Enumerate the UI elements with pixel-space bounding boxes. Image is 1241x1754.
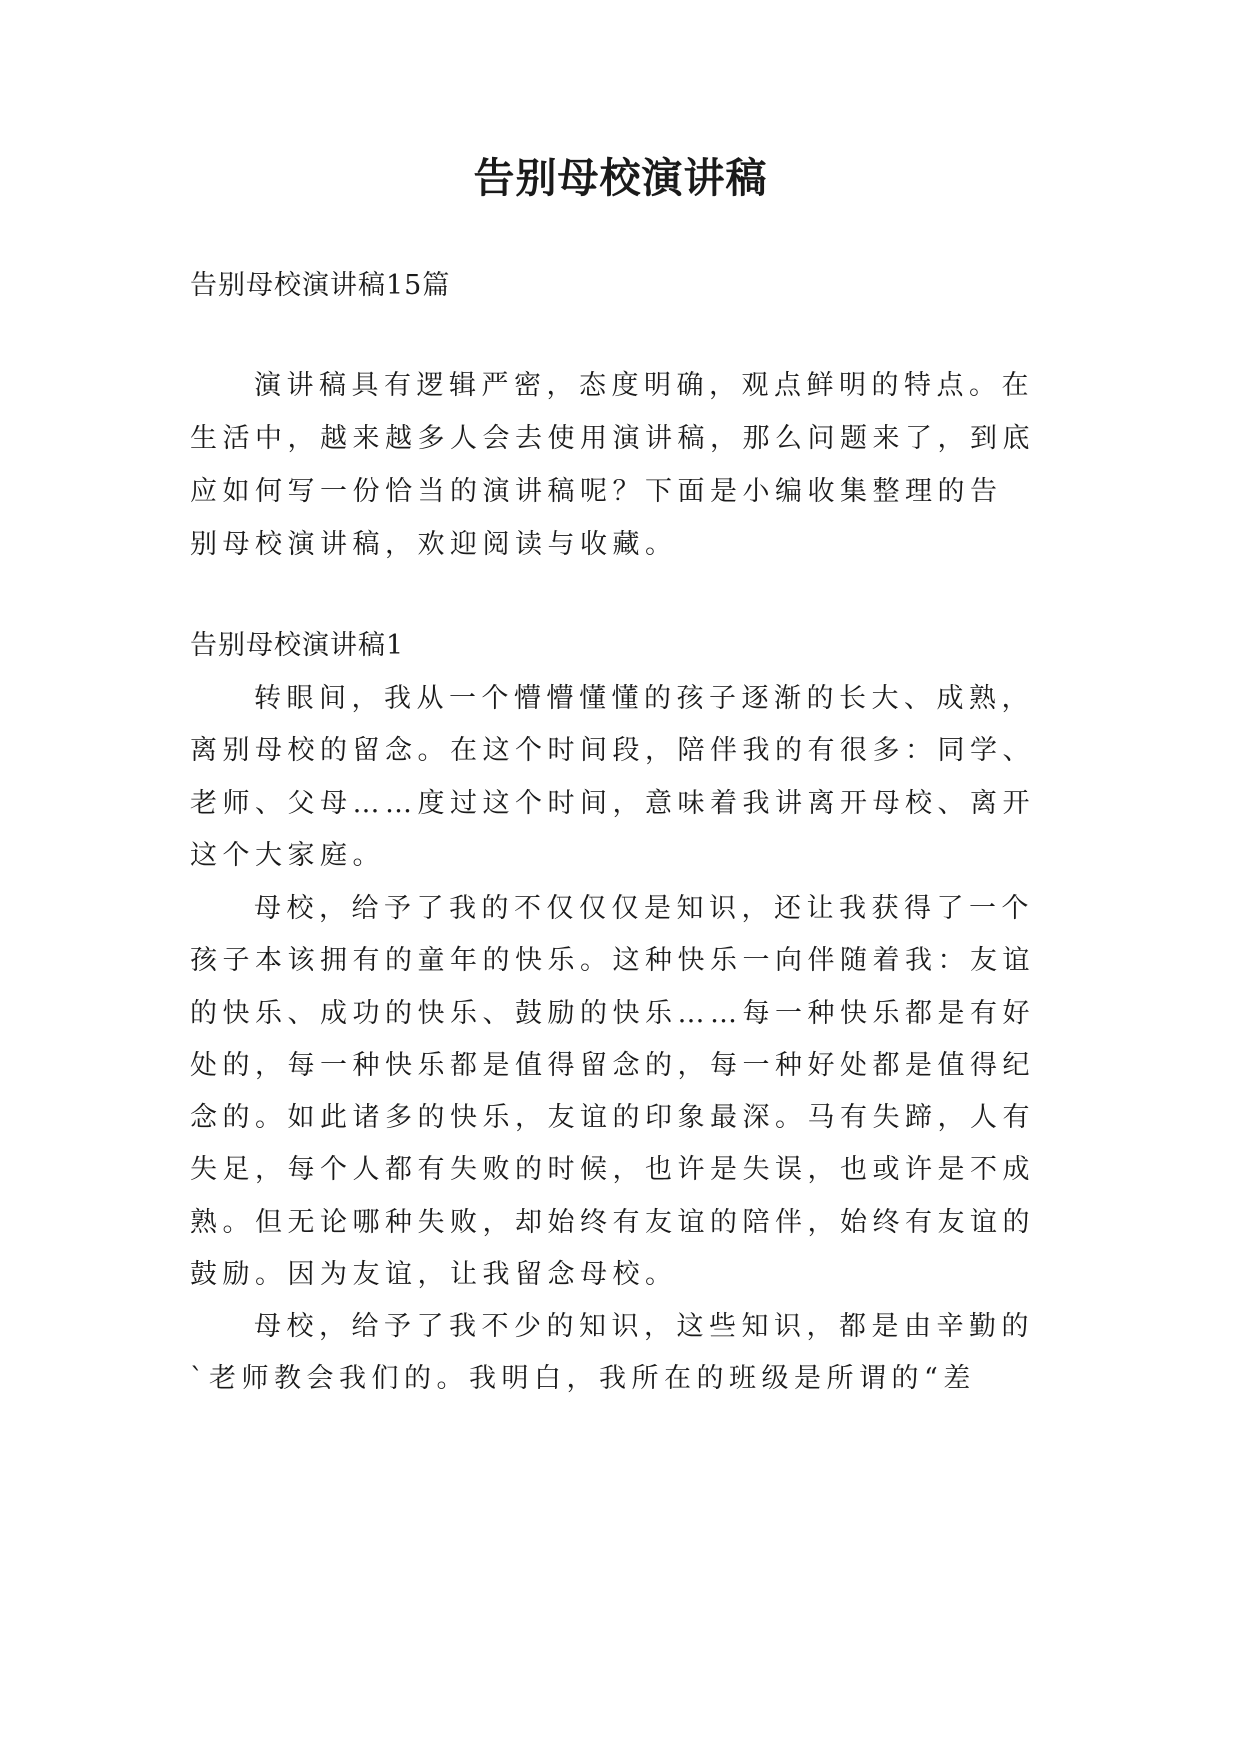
intro-line: 应如何写一份恰当的演讲稿呢？下面是小编收集整理的告 bbox=[190, 476, 1003, 507]
intro-line: 演讲稿具有逻辑严密，态度明确，观点鲜明的特点。在 bbox=[254, 370, 1034, 401]
paragraph-line: 鼓励。因为友谊，让我留念母校。 bbox=[190, 1259, 678, 1290]
document-subtitle: 告别母校演讲稿15篇 bbox=[190, 270, 451, 301]
paragraph-line: 处的，每一种快乐都是值得留念的，每一种好处都是值得纪 bbox=[190, 1050, 1035, 1081]
intro-line: 生活中，越来越多人会去使用演讲稿，那么问题来了，到底 bbox=[190, 423, 1035, 454]
paragraph-line: 熟。但无论哪种失败，却始终有友谊的陪伴，始终有友谊的 bbox=[190, 1207, 1035, 1238]
document-title: 告别母校演讲稿 bbox=[473, 154, 768, 202]
paragraph-line: 孩子本该拥有的童年的快乐。这种快乐一向伴随着我：友谊 bbox=[190, 945, 1035, 976]
section-heading: 告别母校演讲稿1 bbox=[190, 630, 405, 661]
paragraph-line: 离别母校的留念。在这个时间段，陪伴我的有很多：同学、 bbox=[190, 735, 1035, 766]
paragraph-line: 老师、父母……度过这个时间，意味着我讲离开母校、离开 bbox=[190, 788, 1035, 819]
paragraph-line: `老师教会我们的。我明白，我所在的班级是所谓的“差 bbox=[190, 1363, 976, 1394]
paragraph-line: 失足，每个人都有失败的时候，也许是失误，也或许是不成 bbox=[190, 1154, 1035, 1185]
paragraph-line: 这个大家庭。 bbox=[190, 840, 385, 871]
paragraph-line: 念的。如此诸多的快乐，友谊的印象最深。马有失蹄，人有 bbox=[190, 1102, 1035, 1133]
intro-line: 别母校演讲稿，欢迎阅读与收藏。 bbox=[190, 529, 678, 560]
paragraph-line: 的快乐、成功的快乐、鼓励的快乐……每一种快乐都是有好 bbox=[190, 998, 1035, 1029]
paragraph-line: 母校，给予了我的不仅仅仅是知识，还让我获得了一个 bbox=[254, 893, 1034, 924]
paragraph-line: 母校，给予了我不少的知识，这些知识，都是由辛勤的 bbox=[254, 1311, 1034, 1342]
paragraph-line: 转眼间，我从一个懵懵懂懂的孩子逐渐的长大、成熟， bbox=[254, 683, 1034, 714]
